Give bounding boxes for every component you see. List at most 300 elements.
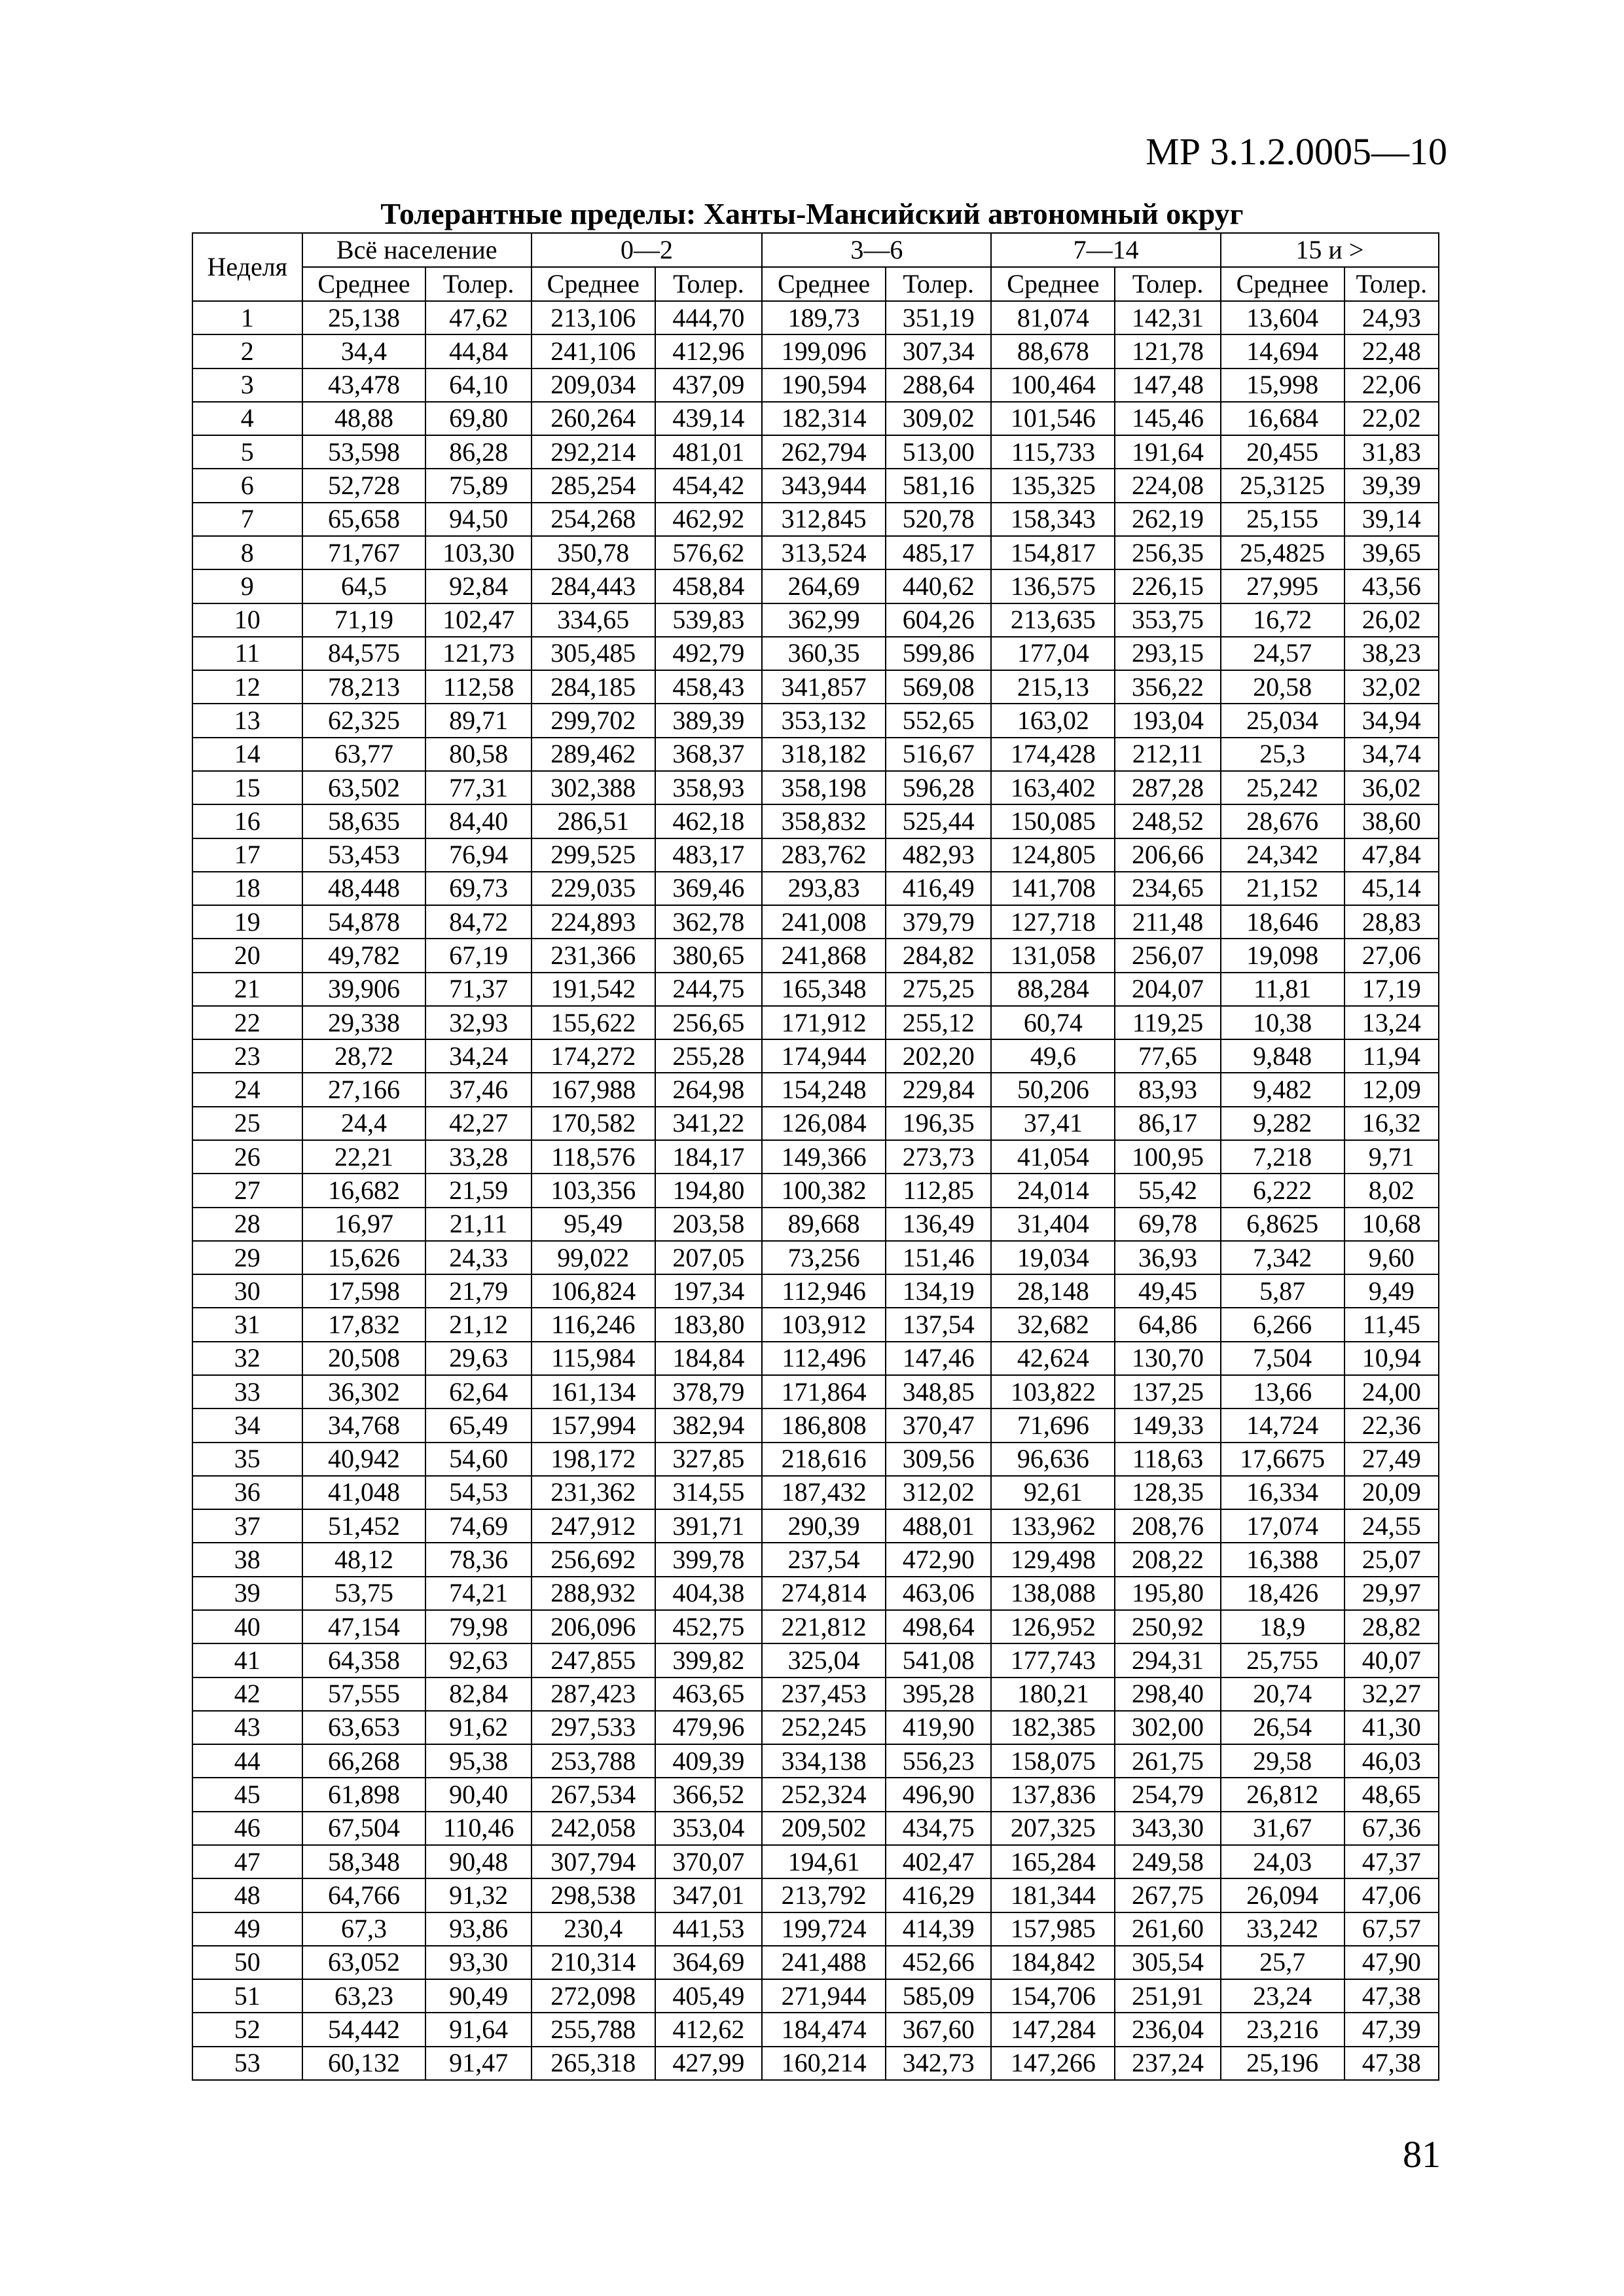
week-cell: 11 [192,637,302,670]
mean-3-6: 293,83 [762,872,886,905]
tol-15-plus: 9,49 [1344,1274,1439,1308]
mean-0-2: 115,984 [532,1342,655,1375]
tol-7-14: 249,58 [1115,1845,1221,1878]
mean-3-6: 187,432 [762,1476,886,1509]
mean-7-14: 24,014 [991,1174,1115,1207]
table-row [192,1140,1439,1174]
mean-7-14: 88,678 [991,334,1115,368]
mean-7-14: 96,636 [991,1443,1115,1476]
tol-all: 54,53 [425,1476,532,1509]
tol-7-14: 236,04 [1115,2013,1221,2046]
mean-0-2: 224,893 [532,905,655,939]
tol-all: 69,73 [425,872,532,905]
mean-7-14: 71,696 [991,1408,1115,1442]
tol-7-14: 145,46 [1115,402,1221,435]
group-header-all-population: Всё население [302,233,532,267]
week-cell: 1 [192,301,302,334]
tol-all: 21,12 [425,1308,532,1341]
mean-15-plus: 17,074 [1221,1509,1344,1543]
mean-7-14: 60,74 [991,1006,1115,1039]
tol-7-14: 55,42 [1115,1174,1221,1207]
mean-0-2: 157,994 [532,1408,655,1442]
tol-15-plus: 43,56 [1344,569,1439,603]
mean-15-plus: 9,482 [1221,1073,1344,1106]
mean-3-6: 325,04 [762,1643,886,1677]
tol-3-6: 569,08 [886,670,992,704]
tol-3-6: 151,46 [886,1241,992,1274]
mean-0-2: 299,702 [532,704,655,737]
tol-3-6: 367,60 [886,2013,992,2046]
table-row [192,469,1439,502]
tol-3-6: 472,90 [886,1543,992,1576]
mean-7-14: 177,04 [991,637,1115,670]
tol-7-14: 256,07 [1115,939,1221,972]
tol-7-14: 195,80 [1115,1577,1221,1610]
mean-3-6: 313,524 [762,536,886,569]
tol-15-plus: 45,14 [1344,872,1439,905]
mean-3-6: 89,668 [762,1208,886,1241]
tol-all: 75,89 [425,469,532,502]
tol-3-6: 402,47 [886,1845,992,1878]
tol-all: 103,30 [425,536,532,569]
group-header-age-7-14: 7—14 [991,233,1220,267]
mean-all: 29,338 [302,1006,426,1039]
mean-all: 17,832 [302,1308,426,1341]
tol-all: 92,84 [425,569,532,603]
mean-7-14: 92,61 [991,1476,1115,1509]
mean-15-plus: 23,24 [1221,1979,1344,2013]
tol-0-2: 203,58 [655,1208,763,1241]
mean-3-6: 353,132 [762,704,886,737]
tol-3-6: 440,62 [886,569,992,603]
tol-0-2: 362,78 [655,905,763,939]
mean-3-6: 312,845 [762,503,886,536]
mean-0-2: 334,65 [532,603,655,637]
tol-3-6: 452,66 [886,1946,992,1979]
subheader-mean: Среднее [302,267,426,301]
tol-7-14: 69,78 [1115,1208,1221,1241]
tol-3-6: 348,85 [886,1375,992,1408]
tol-7-14: 142,31 [1115,301,1221,334]
mean-0-2: 198,172 [532,1443,655,1476]
tol-0-2: 368,37 [655,738,763,771]
mean-0-2: 254,268 [532,503,655,536]
tol-all: 84,72 [425,905,532,939]
week-cell: 37 [192,1509,302,1543]
table-row [192,804,1439,838]
mean-all: 67,504 [302,1812,426,1845]
mean-0-2: 174,272 [532,1039,655,1073]
mean-all: 48,12 [302,1543,426,1576]
mean-7-14: 215,13 [991,670,1115,704]
tol-3-6: 416,29 [886,1878,992,1912]
table-row [192,1878,1439,1912]
tol-15-plus: 16,32 [1344,1107,1439,1140]
mean-all: 67,3 [302,1912,426,1946]
mean-7-14: 126,952 [991,1610,1115,1643]
mean-0-2: 307,794 [532,1845,655,1878]
mean-0-2: 284,443 [532,569,655,603]
tol-all: 91,62 [425,1711,532,1744]
tol-7-14: 343,30 [1115,1812,1221,1845]
table-row [192,1979,1439,2013]
tol-all: 77,31 [425,771,532,804]
week-cell: 14 [192,738,302,771]
table-row [192,1308,1439,1341]
mean-15-plus: 25,755 [1221,1643,1344,1677]
mean-all: 63,052 [302,1946,426,1979]
mean-0-2: 118,576 [532,1140,655,1174]
mean-0-2: 116,246 [532,1308,655,1341]
mean-3-6: 174,944 [762,1039,886,1073]
week-cell: 50 [192,1946,302,1979]
tol-7-14: 256,35 [1115,536,1221,569]
tol-0-2: 366,52 [655,1778,763,1811]
tol-all: 90,49 [425,1979,532,2013]
week-cell: 46 [192,1812,302,1845]
table-row [192,1006,1439,1039]
tol-0-2: 183,80 [655,1308,763,1341]
tol-all: 91,32 [425,1878,532,1912]
tol-0-2: 194,80 [655,1174,763,1207]
tol-0-2: 481,01 [655,435,763,469]
mean-7-14: 184,842 [991,1946,1115,1979]
mean-3-6: 160,214 [762,2047,886,2080]
mean-0-2: 298,538 [532,1878,655,1912]
mean-all: 16,682 [302,1174,426,1207]
mean-7-14: 127,718 [991,905,1115,939]
table-row [192,301,1439,334]
mean-0-2: 302,388 [532,771,655,804]
mean-0-2: 241,106 [532,334,655,368]
mean-7-14: 19,034 [991,1241,1115,1274]
mean-7-14: 103,822 [991,1375,1115,1408]
tol-0-2: 462,18 [655,804,763,838]
mean-15-plus: 16,388 [1221,1543,1344,1576]
mean-all: 54,878 [302,905,426,939]
tol-7-14: 254,79 [1115,1778,1221,1811]
week-cell: 10 [192,603,302,637]
mean-7-14: 177,743 [991,1643,1115,1677]
table-row [192,1039,1439,1073]
mean-15-plus: 25,7 [1221,1946,1344,1979]
table-row [192,536,1439,569]
table-row [192,569,1439,603]
table-row [192,1778,1439,1811]
tol-0-2: 458,43 [655,670,763,704]
tol-all: 62,64 [425,1375,532,1408]
table-row [192,1509,1439,1543]
mean-all: 41,048 [302,1476,426,1509]
tol-all: 86,28 [425,435,532,469]
week-cell: 49 [192,1912,302,1946]
tol-7-14: 251,91 [1115,1979,1221,2013]
table-row [192,1174,1439,1207]
tol-0-2: 255,28 [655,1039,763,1073]
week-cell: 53 [192,2047,302,2080]
mean-all: 65,658 [302,503,426,536]
week-cell: 38 [192,1543,302,1576]
mean-3-6: 165,348 [762,973,886,1006]
tol-3-6: 312,02 [886,1476,992,1509]
mean-3-6: 262,794 [762,435,886,469]
tol-0-2: 264,98 [655,1073,763,1106]
tol-0-2: 404,38 [655,1577,763,1610]
mean-3-6: 252,245 [762,1711,886,1744]
tol-3-6: 309,02 [886,402,992,435]
week-cell: 16 [192,804,302,838]
week-cell: 13 [192,704,302,737]
tol-0-2: 458,84 [655,569,763,603]
mean-15-plus: 33,242 [1221,1912,1344,1946]
tol-15-plus: 24,00 [1344,1375,1439,1408]
mean-15-plus: 14,724 [1221,1408,1344,1442]
tol-0-2: 479,96 [655,1711,763,1744]
table-row [192,1543,1439,1576]
tol-0-2: 389,39 [655,704,763,737]
week-cell: 12 [192,670,302,704]
mean-0-2: 272,098 [532,1979,655,2013]
tol-0-2: 353,04 [655,1812,763,1845]
tol-3-6: 496,90 [886,1778,992,1811]
mean-all: 63,23 [302,1979,426,2013]
tol-0-2: 197,34 [655,1274,763,1308]
mean-15-plus: 18,426 [1221,1577,1344,1610]
mean-0-2: 288,932 [532,1577,655,1610]
subheader-mean: Среднее [762,267,886,301]
tol-15-plus: 32,27 [1344,1677,1439,1711]
mean-3-6: 182,314 [762,402,886,435]
tol-15-plus: 47,90 [1344,1946,1439,1979]
tol-7-14: 100,95 [1115,1140,1221,1174]
tol-3-6: 516,67 [886,738,992,771]
subheader-tolerance: Толер. [655,267,763,301]
mean-all: 53,598 [302,435,426,469]
tol-7-14: 287,28 [1115,771,1221,804]
mean-3-6: 264,69 [762,569,886,603]
subheader-mean: Среднее [532,267,655,301]
tol-15-plus: 47,39 [1344,2013,1439,2046]
mean-15-plus: 16,334 [1221,1476,1344,1509]
table-row [192,738,1439,771]
mean-0-2: 155,622 [532,1006,655,1039]
subheader-mean: Среднее [991,267,1115,301]
week-cell: 45 [192,1778,302,1811]
table-row [192,1342,1439,1375]
tol-7-14: 83,93 [1115,1073,1221,1106]
tol-0-2: 364,69 [655,1946,763,1979]
tol-7-14: 305,54 [1115,1946,1221,1979]
mean-3-6: 154,248 [762,1073,886,1106]
mean-15-plus: 25,242 [1221,771,1344,804]
mean-15-plus: 13,66 [1221,1375,1344,1408]
tol-3-6: 599,86 [886,637,992,670]
tol-3-6: 482,93 [886,838,992,872]
week-cell: 5 [192,435,302,469]
tol-all: 89,71 [425,704,532,737]
tol-all: 112,58 [425,670,532,704]
tol-3-6: 552,65 [886,704,992,737]
tol-7-14: 298,40 [1115,1677,1221,1711]
mean-15-plus: 7,342 [1221,1241,1344,1274]
mean-7-14: 49,6 [991,1039,1115,1073]
week-cell: 29 [192,1241,302,1274]
mean-all: 16,97 [302,1208,426,1241]
tol-all: 76,94 [425,838,532,872]
mean-all: 34,4 [302,334,426,368]
table-row [192,1610,1439,1643]
week-cell: 51 [192,1979,302,2013]
mean-15-plus: 24,342 [1221,838,1344,872]
mean-3-6: 199,724 [762,1912,886,1946]
table-row [192,1443,1439,1476]
tol-3-6: 434,75 [886,1812,992,1845]
mean-7-14: 115,733 [991,435,1115,469]
mean-7-14: 163,02 [991,704,1115,737]
week-cell: 4 [192,402,302,435]
tol-15-plus: 32,02 [1344,670,1439,704]
mean-7-14: 124,805 [991,838,1115,872]
mean-all: 24,4 [302,1107,426,1140]
mean-15-plus: 26,094 [1221,1878,1344,1912]
tol-0-2: 576,62 [655,536,763,569]
tol-all: 67,19 [425,939,532,972]
tol-all: 95,38 [425,1744,532,1778]
tol-7-14: 211,48 [1115,905,1221,939]
week-cell: 36 [192,1476,302,1509]
tol-0-2: 256,65 [655,1006,763,1039]
tol-15-plus: 27,49 [1344,1443,1439,1476]
mean-7-14: 50,206 [991,1073,1115,1106]
tol-0-2: 207,05 [655,1241,763,1274]
mean-7-14: 37,41 [991,1107,1115,1140]
tol-15-plus: 22,02 [1344,402,1439,435]
mean-7-14: 138,088 [991,1577,1115,1610]
tol-15-plus: 67,36 [1344,1812,1439,1845]
mean-0-2: 287,423 [532,1677,655,1711]
tol-15-plus: 41,30 [1344,1711,1439,1744]
tol-3-6: 136,49 [886,1208,992,1241]
mean-15-plus: 25,4825 [1221,536,1344,569]
tol-0-2: 399,82 [655,1643,763,1677]
week-cell: 18 [192,872,302,905]
subheader-tolerance: Толер. [1115,267,1221,301]
mean-15-plus: 16,684 [1221,402,1344,435]
tol-7-14: 49,45 [1115,1274,1221,1308]
tol-7-14: 208,76 [1115,1509,1221,1543]
tol-15-plus: 38,60 [1344,804,1439,838]
tol-15-plus: 25,07 [1344,1543,1439,1576]
tol-7-14: 128,35 [1115,1476,1221,1509]
tol-15-plus: 11,45 [1344,1308,1439,1341]
mean-15-plus: 25,034 [1221,704,1344,737]
tol-7-14: 86,17 [1115,1107,1221,1140]
tol-15-plus: 39,39 [1344,469,1439,502]
mean-all: 49,782 [302,939,426,972]
mean-all: 54,442 [302,2013,426,2046]
mean-15-plus: 6,222 [1221,1174,1344,1207]
mean-3-6: 362,99 [762,603,886,637]
tol-all: 54,60 [425,1443,532,1476]
tol-7-14: 261,75 [1115,1744,1221,1778]
tol-15-plus: 34,94 [1344,704,1439,737]
subheader-tolerance: Толер. [425,267,532,301]
mean-15-plus: 20,455 [1221,435,1344,469]
tol-3-6: 541,08 [886,1643,992,1677]
tol-7-14: 212,11 [1115,738,1221,771]
mean-7-14: 181,344 [991,1878,1115,1912]
mean-15-plus: 5,87 [1221,1274,1344,1308]
tol-all: 93,86 [425,1912,532,1946]
tol-0-2: 369,46 [655,872,763,905]
tol-all: 90,48 [425,1845,532,1878]
tol-all: 71,37 [425,973,532,1006]
tol-3-6: 307,34 [886,334,992,368]
tol-all: 33,28 [425,1140,532,1174]
table-row [192,1241,1439,1274]
mean-15-plus: 17,6675 [1221,1443,1344,1476]
tol-7-14: 193,04 [1115,704,1221,737]
tol-3-6: 112,85 [886,1174,992,1207]
subheader-tolerance: Толер. [1344,267,1439,301]
mean-15-plus: 7,504 [1221,1342,1344,1375]
tol-15-plus: 26,02 [1344,603,1439,637]
tol-15-plus: 24,55 [1344,1509,1439,1543]
mean-15-plus: 6,266 [1221,1308,1344,1341]
mean-0-2: 265,318 [532,2047,655,2080]
mean-3-6: 213,792 [762,1878,886,1912]
mean-7-14: 100,464 [991,368,1115,402]
mean-0-2: 350,78 [532,536,655,569]
tol-7-14: 204,07 [1115,973,1221,1006]
table-row [192,1208,1439,1241]
tol-0-2: 399,78 [655,1543,763,1576]
week-cell: 17 [192,838,302,872]
week-cell: 48 [192,1878,302,1912]
mean-all: 36,302 [302,1375,426,1408]
tol-0-2: 463,65 [655,1677,763,1711]
mean-0-2: 161,134 [532,1375,655,1408]
mean-7-14: 182,385 [991,1711,1115,1744]
table-row [192,1375,1439,1408]
tol-3-6: 275,25 [886,973,992,1006]
mean-3-6: 237,54 [762,1543,886,1576]
mean-all: 53,75 [302,1577,426,1610]
tol-7-14: 137,25 [1115,1375,1221,1408]
mean-3-6: 184,474 [762,2013,886,2046]
mean-0-2: 213,106 [532,301,655,334]
tol-7-14: 262,19 [1115,503,1221,536]
mean-15-plus: 25,3125 [1221,469,1344,502]
mean-15-plus: 16,72 [1221,603,1344,637]
mean-all: 22,21 [302,1140,426,1174]
tol-all: 44,84 [425,334,532,368]
tol-15-plus: 22,06 [1344,368,1439,402]
week-cell: 43 [192,1711,302,1744]
tol-all: 79,98 [425,1610,532,1643]
tol-0-2: 483,17 [655,838,763,872]
tol-0-2: 437,09 [655,368,763,402]
tol-15-plus: 36,02 [1344,771,1439,804]
tol-all: 93,30 [425,1946,532,1979]
tol-7-14: 224,08 [1115,469,1221,502]
mean-3-6: 274,814 [762,1577,886,1610]
mean-3-6: 241,008 [762,905,886,939]
tol-3-6: 585,09 [886,1979,992,2013]
mean-7-14: 32,682 [991,1308,1115,1341]
mean-7-14: 131,058 [991,939,1115,972]
mean-0-2: 170,582 [532,1107,655,1140]
